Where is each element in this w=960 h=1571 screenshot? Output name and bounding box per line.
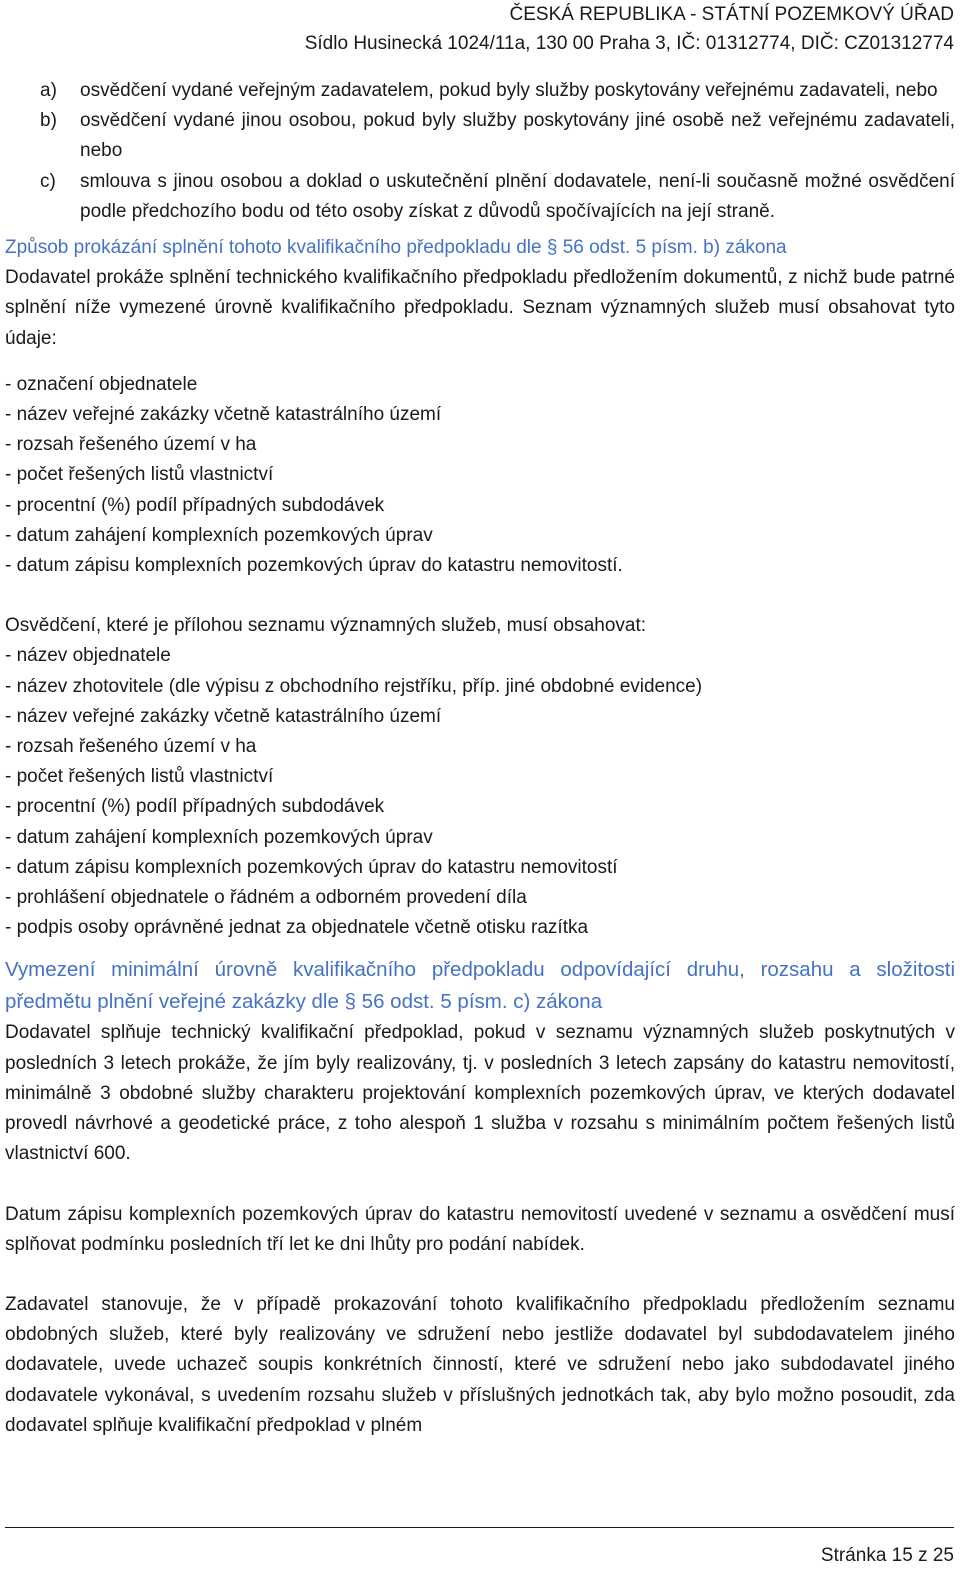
consortium-paragraph: Zadavatel stanovuje, že v případě prokazování tohoto kvalifikačního předpokladu předložením seznamu obdobných služeb, které byly realizovány ve sdružení nebo jestliže dodavatel byl subdodavatelem jiného dodavatele, uvede uchazeč soupis konkrétních činností, které ve sdružení nebo jako subdodavatel jiného dodavatele vykonával, s uvedením rozsahu služeb v příslušných jednotkách tak, aby bylo možno posoudit, zda dodavatel splňuje kvalifikační předpoklad v plném	[5, 1293, 955, 1436]
list-item	[5, 106, 955, 166]
list-item: - název objednatele	[5, 645, 171, 667]
list-item-letter: a)	[40, 80, 57, 101]
spacer	[5, 1170, 955, 1200]
evidence-list	[5, 76, 955, 227]
required-data-list	[5, 370, 955, 581]
list-item: - datum zahájení komplexních pozemkových úprav	[5, 524, 433, 546]
header-organization: ČESKÁ REPUBLIKA - STÁTNÍ POZEMKOVÝ ÚŘAD	[509, 4, 954, 25]
list-item	[5, 76, 955, 106]
footer-divider	[5, 1527, 954, 1528]
list-item	[5, 167, 955, 227]
spacer	[5, 1260, 955, 1290]
list-item-text: smlouva s jinou osobou a doklad o uskutečnění plnění dodavatele, není-li současně možné osvědčení podle předchozího bodu od této osoby získat z důvodů spočívajících na její straně.	[80, 170, 955, 222]
list-item: - procentní (%) podíl případných subdodávek	[5, 494, 385, 516]
list-item: - podpis osoby oprávněné jednat za objednatele včetně otisku razítka	[5, 917, 589, 939]
page-content	[5, 76, 955, 1441]
section-heading-proof: Způsob prokázání splnění tohoto kvalifikačního předpokladu dle § 56 odst. 5 písm. b) zákona	[5, 237, 787, 259]
list-item: - počet řešených listů vlastnictví	[5, 766, 274, 788]
list-item: - rozsah řešeného území v ha	[5, 434, 257, 456]
requirement-paragraph: Dodavatel splňuje technický kvalifikační předpoklad, pokud v seznamu významných služeb poskytnutých v posledních 3 letech prokáže, že jím byly realizovány, tj. v posledních 3 letech zapsány do katastru nemovitostí, minimálně 3 obdobné služby charakteru projektování komplexních pozemkových úprav, ve kterých dodavatel provedl návrhové a geodetické práce, z toho alespoň 1 služba v rozsahu s minimálním počtem řešených listů vlastnictví 600.	[5, 1022, 955, 1165]
spacer	[5, 354, 955, 370]
list-item: - název zhotovitele (dle výpisu z obchodního rejstříku, příp. jiné obdobné evidence)	[5, 675, 703, 697]
list-item-letter: c)	[40, 170, 56, 192]
list-item: - označení objednatele	[5, 373, 198, 395]
header-address: Sídlo Husinecká 1024/11a, 130 00 Praha 3, IČ: 01312774, DIČ: CZ01312774	[304, 33, 954, 54]
list-item: - prohlášení objednatele o řádném a odborném provedení díla	[5, 887, 527, 909]
list-item: - procentní (%) podíl případných subdodávek	[5, 796, 385, 818]
list-item: - rozsah řešeného území v ha	[5, 736, 257, 758]
list-item-text: osvědčení vydané veřejným zadavatelem, pokud byly služby poskytovány veřejnému zadavateli, nebo	[80, 80, 938, 101]
spacer	[5, 581, 955, 611]
certificate-intro: Osvědčení, které je přílohou seznamu významných služeb, musí obsahovat:	[5, 615, 647, 637]
section-intro-paragraph: Dodavatel prokáže splnění technického kvalifikačního předpokladu předložením dokumentů, z nichž bude patrné splnění níže vymezené úrovně kvalifikačního předpokladu. Seznam významných služeb musí obsahovat tyto údaje:	[5, 267, 955, 349]
list-item: - název veřejné zakázky včetně katastrálního území	[5, 404, 442, 426]
list-item: - datum zápisu komplexních pozemkových úprav do katastru nemovitostí	[5, 856, 618, 878]
list-item: - název veřejné zakázky včetně katastrálního území	[5, 705, 442, 727]
list-item-letter: b)	[40, 110, 57, 132]
list-item-text: osvědčení vydané jinou osobou, pokud byly služby poskytovány jiné osobě než veřejnému zadavateli, nebo	[80, 110, 955, 162]
page-header	[305, 0, 954, 58]
date-condition-paragraph: Datum zápisu komplexních pozemkových úprav do katastru nemovitostí uvedené v seznamu a osvědčení musí splňovat podmínku posledních tří let ke dni lhůty pro podání nabídek.	[5, 1203, 955, 1255]
certificate-data-list	[5, 641, 955, 943]
list-item: - datum zápisu komplexních pozemkových úprav do katastru nemovitostí.	[5, 555, 623, 577]
page-number: Stránka 15 z 25	[820, 1545, 954, 1566]
section-heading-minimum-level: Vymezení minimální úrovně kvalifikačního předpokladu odpovídající druhu, rozsahu a složitosti předmětu plnění veřejné zakázky dle § 56 odst. 5 písm. c) zákona	[5, 958, 955, 1014]
list-item: - datum zahájení komplexních pozemkových úprav	[5, 826, 433, 848]
list-item: - počet řešených listů vlastnictví	[5, 464, 274, 486]
